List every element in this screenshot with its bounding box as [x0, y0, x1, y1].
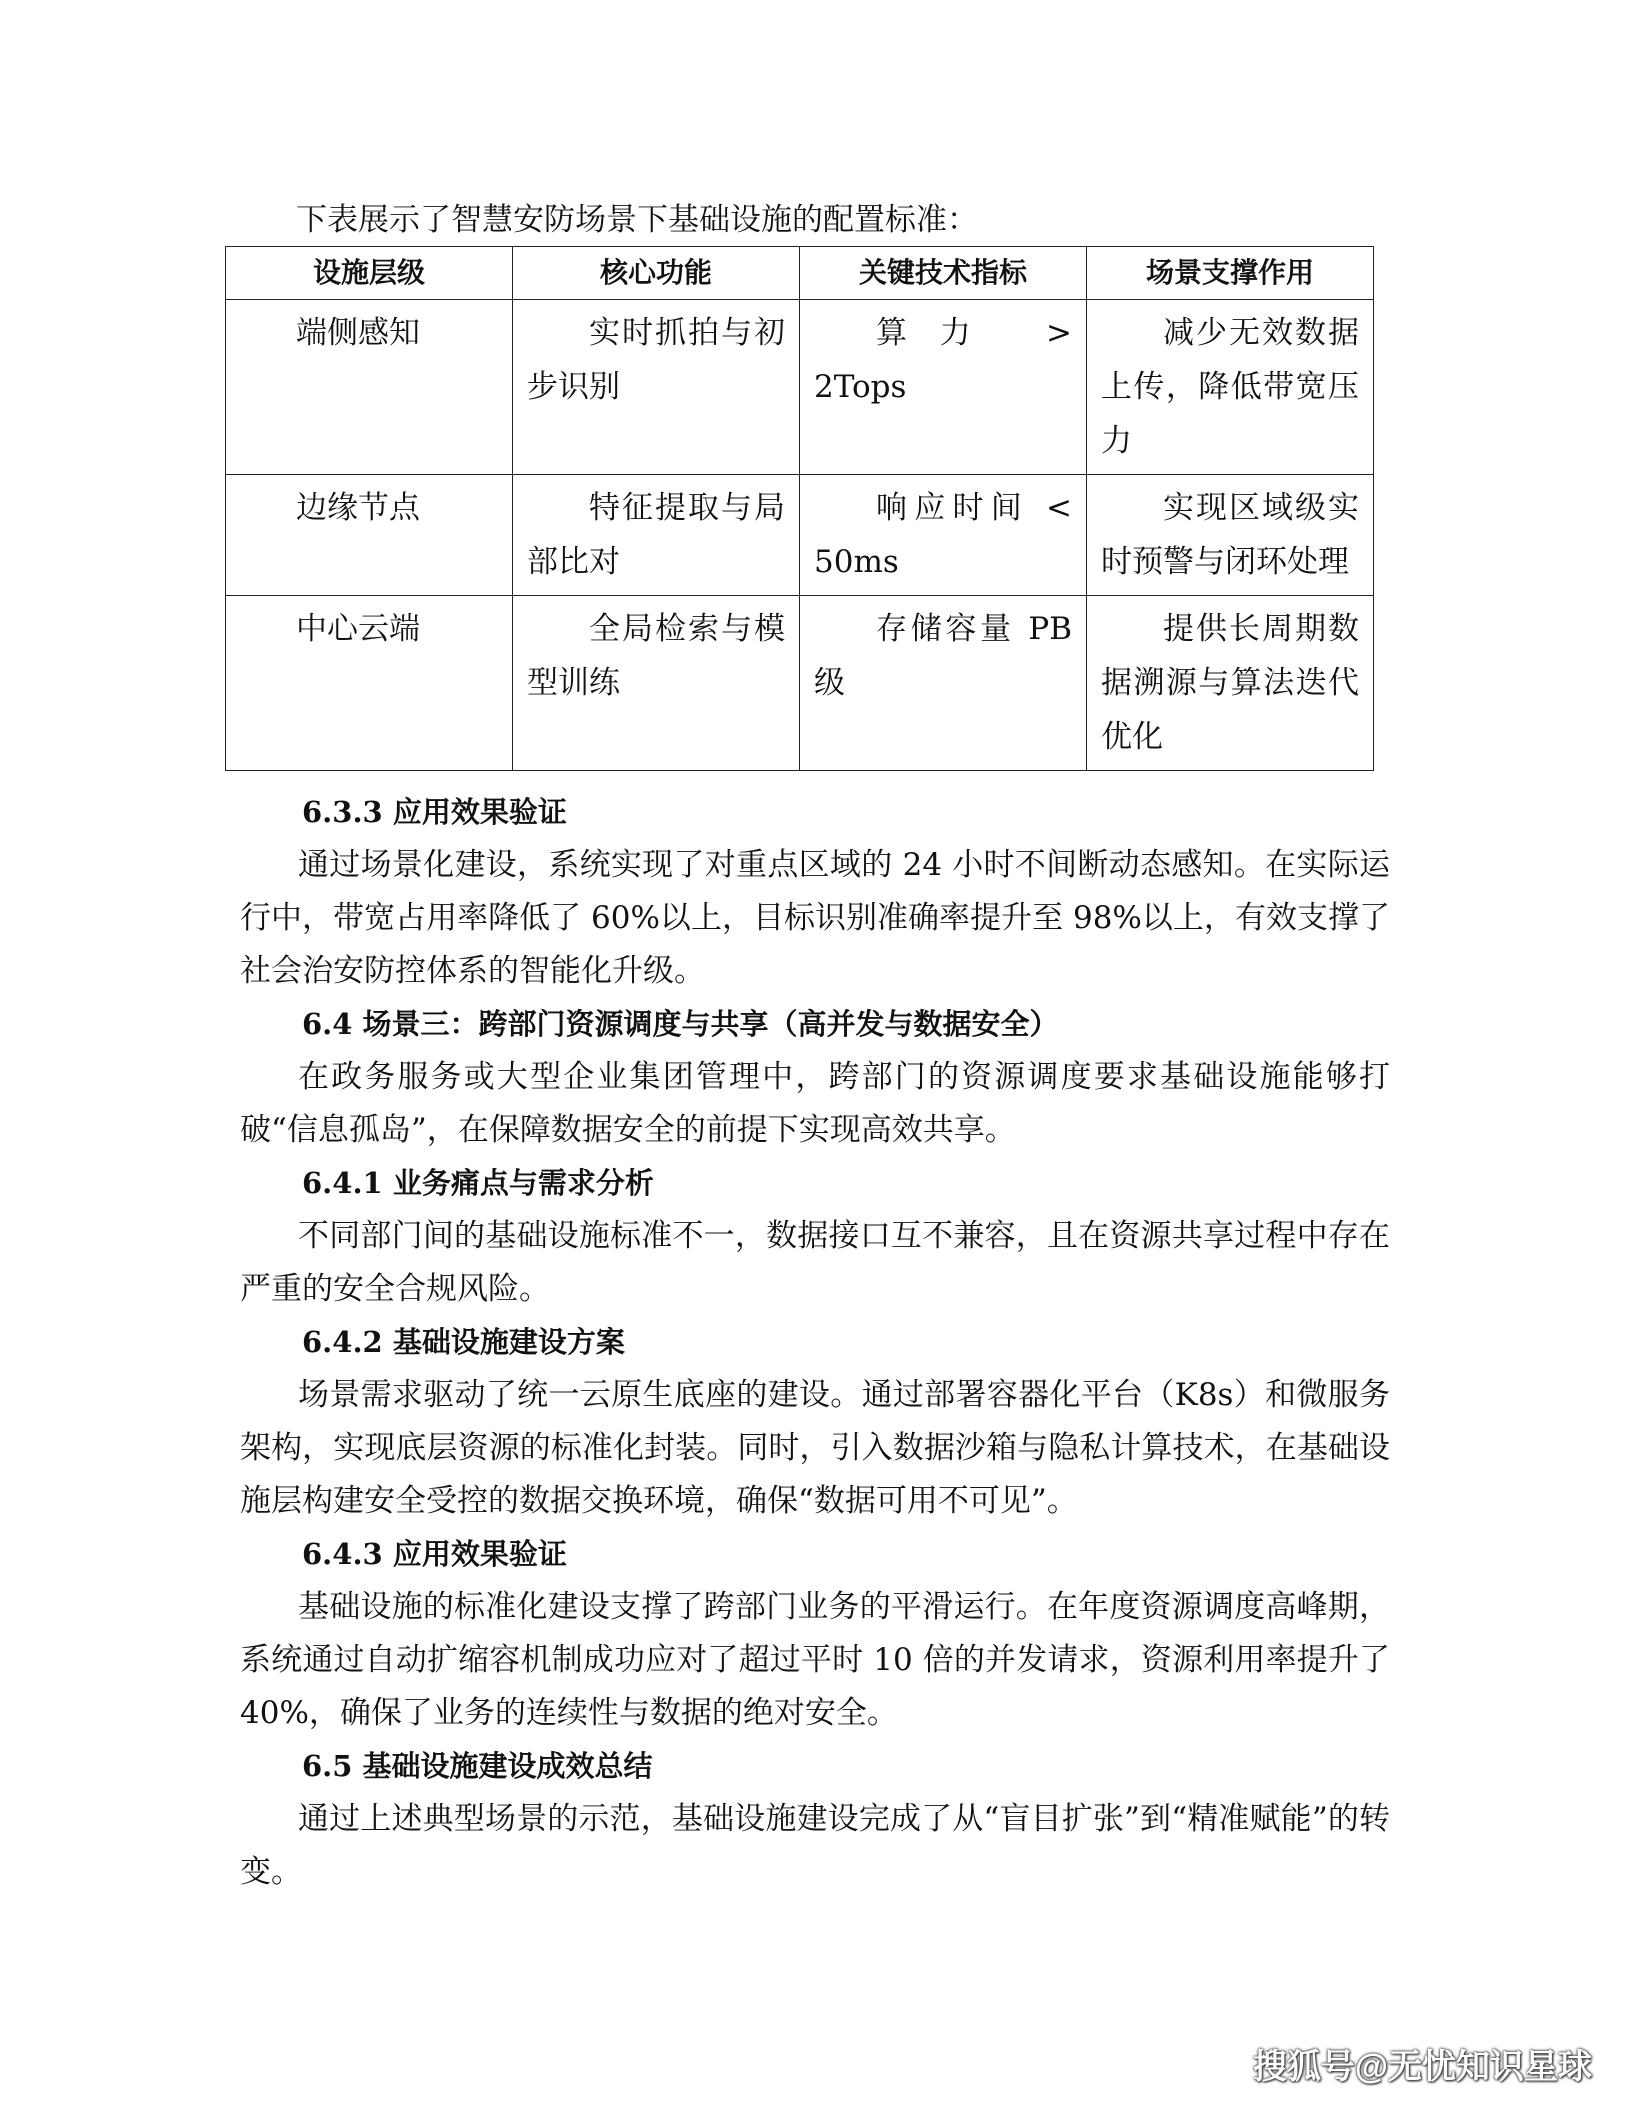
watermark: 搜狐号@无忧知识星球 [1252, 2048, 1592, 2086]
table-cell: 特征提取与局部比对 [513, 475, 800, 596]
table-row [226, 475, 1374, 596]
table-row [226, 596, 1374, 771]
section-heading: 6.4 场景三：跨部门资源调度与共享（高并发与数据安全） [302, 1007, 1059, 1041]
body-paragraph: 在政务服务或大型企业集团管理中，跨部门的资源调度要求基础设施能够打破“信息孤岛”，在保障数据安全的前提下实现高效共享。 [240, 1059, 1390, 1148]
table-cell: 实现区域级实时预警与闭环处理 [1087, 475, 1374, 596]
section-heading: 6.4.1 业务痛点与需求分析 [302, 1166, 654, 1200]
section-heading: 6.3.3 应用效果验证 [302, 795, 567, 829]
table-cell: 存储容量 PB 级 [800, 596, 1087, 771]
table-cell: 提供长周期数据溯源与算法迭代优化 [1087, 596, 1374, 771]
body-paragraph: 通过场景化建设，系统实现了对重点区域的 24 小时不间断动态感知。在实际运行中，带宽占用率降低了 60%以上，目标识别准确率提升至 98%以上，有效支撑了社会治安防控体系的智能化升级。 [240, 847, 1390, 989]
table-cell: 减少无效数据上传，降低带宽压力 [1087, 300, 1374, 475]
section-heading: 6.4.2 基础设施建设方案 [302, 1325, 625, 1359]
table-cell: 响应时间 < 50ms [800, 475, 1087, 596]
body-paragraph: 不同部门间的基础设施标准不一，数据接口互不兼容，且在资源共享过程中存在严重的安全合规风险。 [240, 1218, 1390, 1307]
header-core-function: 核心功能 [513, 247, 800, 300]
body-paragraph: 基础设施的标准化建设支撑了跨部门业务的平滑运行。在年度资源调度高峰期，系统通过自动扩缩容机制成功应对了超过平时 10 倍的并发请求，资源利用率提升了 40%，确保了业务的连续性与数据的绝对安全。 [240, 1589, 1390, 1731]
table-cell: 全局检索与模型训练 [513, 596, 800, 771]
section-heading: 6.5 基础设施建设成效总结 [302, 1749, 653, 1783]
table-header-row [226, 247, 1374, 300]
body-paragraph: 通过上述典型场景的示范，基础设施建设完成了从“盲目扩张”到“精准赋能”的转变。 [240, 1801, 1390, 1890]
body-paragraph: 场景需求驱动了统一云原生底座的建设。通过部署容器化平台（K8s）和微服务架构，实现底层资源的标准化封装。同时，引入数据沙箱与隐私计算技术，在基础设施层构建安全受控的数据交换环境，确保“数据可用不可见”。 [240, 1377, 1390, 1519]
infrastructure-config-table [225, 246, 1374, 771]
table-row [226, 300, 1374, 475]
table-intro: 下表展示了智慧安防场景下基础设施的配置标准： [296, 202, 978, 238]
header-scene-support: 场景支撑作用 [1087, 247, 1374, 300]
table-cell: 端侧感知 [226, 300, 513, 475]
header-layer: 设施层级 [226, 247, 513, 300]
table-cell: 算力 > 2Tops [800, 300, 1087, 475]
section-heading: 6.4.3 应用效果验证 [302, 1537, 567, 1571]
table-cell: 中心云端 [226, 596, 513, 771]
header-key-metric: 关键技术指标 [800, 247, 1087, 300]
table-cell: 边缘节点 [226, 475, 513, 596]
table-cell: 实时抓拍与初步识别 [513, 300, 800, 475]
